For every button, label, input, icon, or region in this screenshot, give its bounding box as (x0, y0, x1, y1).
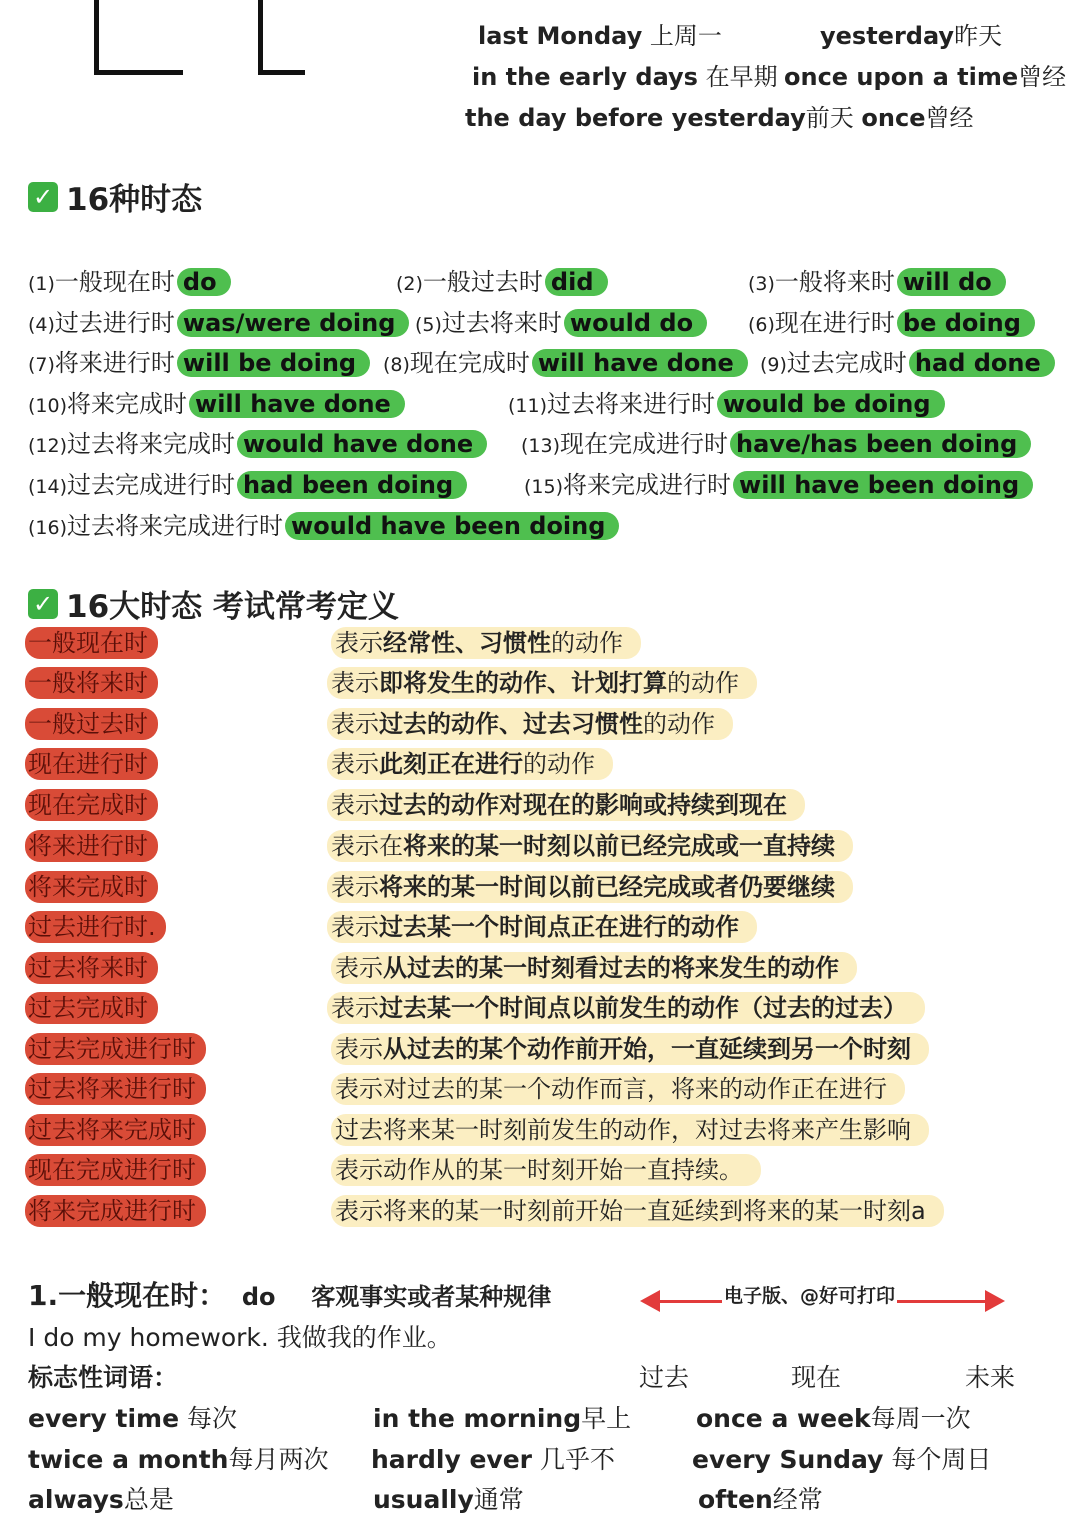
timeline-bracket-left (94, 0, 183, 75)
tense-item: (1)一般现在时 do (28, 262, 231, 297)
timeline-bracket-right (258, 0, 305, 75)
definition-tense-name: 过去完成进行时 (25, 1033, 206, 1065)
checkmark-icon: ✓ (28, 182, 58, 212)
tense-item: (8)现在完成时 will have done (383, 343, 748, 378)
tense-item: (2)一般过去时 did (396, 262, 608, 297)
timeline-label-past: 过去 (639, 1363, 690, 1392)
checkmark-icon: ✓ (28, 589, 58, 619)
definition-text: 表示此刻正在进行的动作 (327, 748, 613, 780)
definition-tense-name: 过去将来进行时 (25, 1073, 206, 1105)
timeline-label-present: 现在 (791, 1363, 842, 1392)
definition-tense-name: 过去将来完成时 (25, 1114, 206, 1146)
arrow-right-icon (985, 1290, 1005, 1312)
simple-present-form: do (241, 1283, 276, 1311)
definition-tense-name: 过去进行时. (25, 911, 166, 943)
definition-text: 表示动作从的某一时刻开始一直持续。 (331, 1154, 761, 1186)
top-phrase: the day before yesterday前天 once曾经 (465, 104, 974, 132)
tense-item: (6)现在进行时 be doing (748, 303, 1035, 338)
definition-text: 表示过去的动作、过去习惯性的动作 (327, 708, 733, 740)
tense-item: (15)将来完成进行时 will have been doing (524, 465, 1033, 500)
tense-item: (13)现在完成进行时 have/has been doing (521, 424, 1031, 459)
tense-item: (3)一般将来时 will do (748, 262, 1006, 297)
definition-tense-name: 过去将来时 (25, 952, 158, 984)
keyword-item: usually通常 (373, 1485, 524, 1514)
tense-item: (10)将来完成时 will have done (28, 384, 405, 419)
top-phrase: in the early days 在早期 (472, 63, 778, 91)
definition-tense-name: 将来完成时 (25, 871, 158, 903)
definition-text: 表示将来的某一时刻前开始一直延续到将来的某一时刻a (331, 1195, 944, 1227)
definition-tense-name: 一般过去时 (25, 708, 158, 740)
definition-tense-name: 将来进行时 (25, 830, 158, 862)
definition-tense-name: 现在完成时 (25, 789, 158, 821)
simple-present-desc: 客观事实或者某种规律 (311, 1283, 552, 1311)
definition-tense-name: 一般将来时 (25, 667, 158, 699)
tense-item: (4)过去进行时 was/were doing (28, 303, 409, 338)
tense-item: (14)过去完成进行时 had been doing (28, 465, 467, 500)
top-phrase: yesterday昨天 (820, 22, 1003, 50)
tense-item: (12)过去将来完成时 would have done (28, 424, 487, 459)
definition-tense-name: 现在完成进行时 (25, 1154, 206, 1186)
example-sentence: I do my homework. 我做我的作业。 (28, 1323, 452, 1352)
keywords-label: 标志性词语： (28, 1363, 179, 1392)
definition-tense-name: 一般现在时 (25, 627, 158, 659)
keyword-item: twice a month每月两次 (28, 1445, 329, 1474)
timeline-label-future: 未来 (965, 1363, 1016, 1392)
definition-text: 过去将来某一时刻前发生的动作，对过去将来产生影响 (331, 1114, 929, 1146)
keyword-item: every Sunday 每个周日 (692, 1445, 992, 1474)
tense-item: (11)过去将来进行时 would be doing (508, 384, 945, 419)
definition-tense-name: 过去完成时 (25, 992, 158, 1024)
definition-text: 表示将来的某一时间以前已经完成或者仍要继续 (327, 871, 853, 903)
top-phrase: once upon a time曾经 (784, 63, 1067, 91)
keyword-item: always总是 (28, 1485, 174, 1514)
tense-item: (7)将来进行时 will be doing (28, 343, 370, 378)
tense-item: (9)过去完成时 had done (760, 343, 1055, 378)
keyword-item: often经常 (698, 1485, 823, 1514)
simple-present-heading: 1.一般现在时： do 客观事实或者某种规律 (28, 1279, 552, 1312)
definition-tense-name: 现在进行时 (25, 748, 158, 780)
definition-text: 表示经常性、习惯性的动作 (331, 627, 641, 659)
keyword-item: every time 每次 (28, 1404, 238, 1433)
keyword-item: hardly ever 几乎不 (371, 1445, 615, 1474)
definition-text: 表示即将发生的动作、计划打算的动作 (327, 667, 757, 699)
definition-text: 表示对过去的某一个动作而言，将来的动作正在进行 (331, 1073, 905, 1105)
section-heading-16-tenses: ✓ 16种时态 (28, 174, 202, 219)
timeline-note: 电子版、@好可打印 (722, 1281, 897, 1308)
tense-item: (16)过去将来完成进行时 would have been doing (28, 506, 619, 541)
definition-tense-name: 将来完成进行时 (25, 1195, 206, 1227)
definition-text: 表示从过去的某一时刻看过去的将来发生的动作 (331, 952, 857, 984)
keyword-item: in the morning早上 (373, 1404, 632, 1433)
definition-text: 表示过去某一个时间点正在进行的动作 (327, 911, 757, 943)
tense-item: (5)过去将来时 would do (415, 303, 707, 338)
definition-text: 表示在将来的某一时刻以前已经完成或一直持续 (327, 830, 853, 862)
keyword-item: once a week每周一次 (696, 1404, 971, 1433)
top-phrase: last Monday 上周一 (478, 22, 722, 50)
definition-text: 表示过去某一个时间点以前发生的动作（过去的过去） (327, 992, 925, 1024)
definition-text: 表示从过去的某个动作前开始，一直延续到另一个时刻 (331, 1033, 929, 1065)
definition-text: 表示过去的动作对现在的影响或持续到现在 (327, 789, 805, 821)
section-heading-definitions: ✓ 16大时态 考试常考定义 (28, 581, 399, 626)
